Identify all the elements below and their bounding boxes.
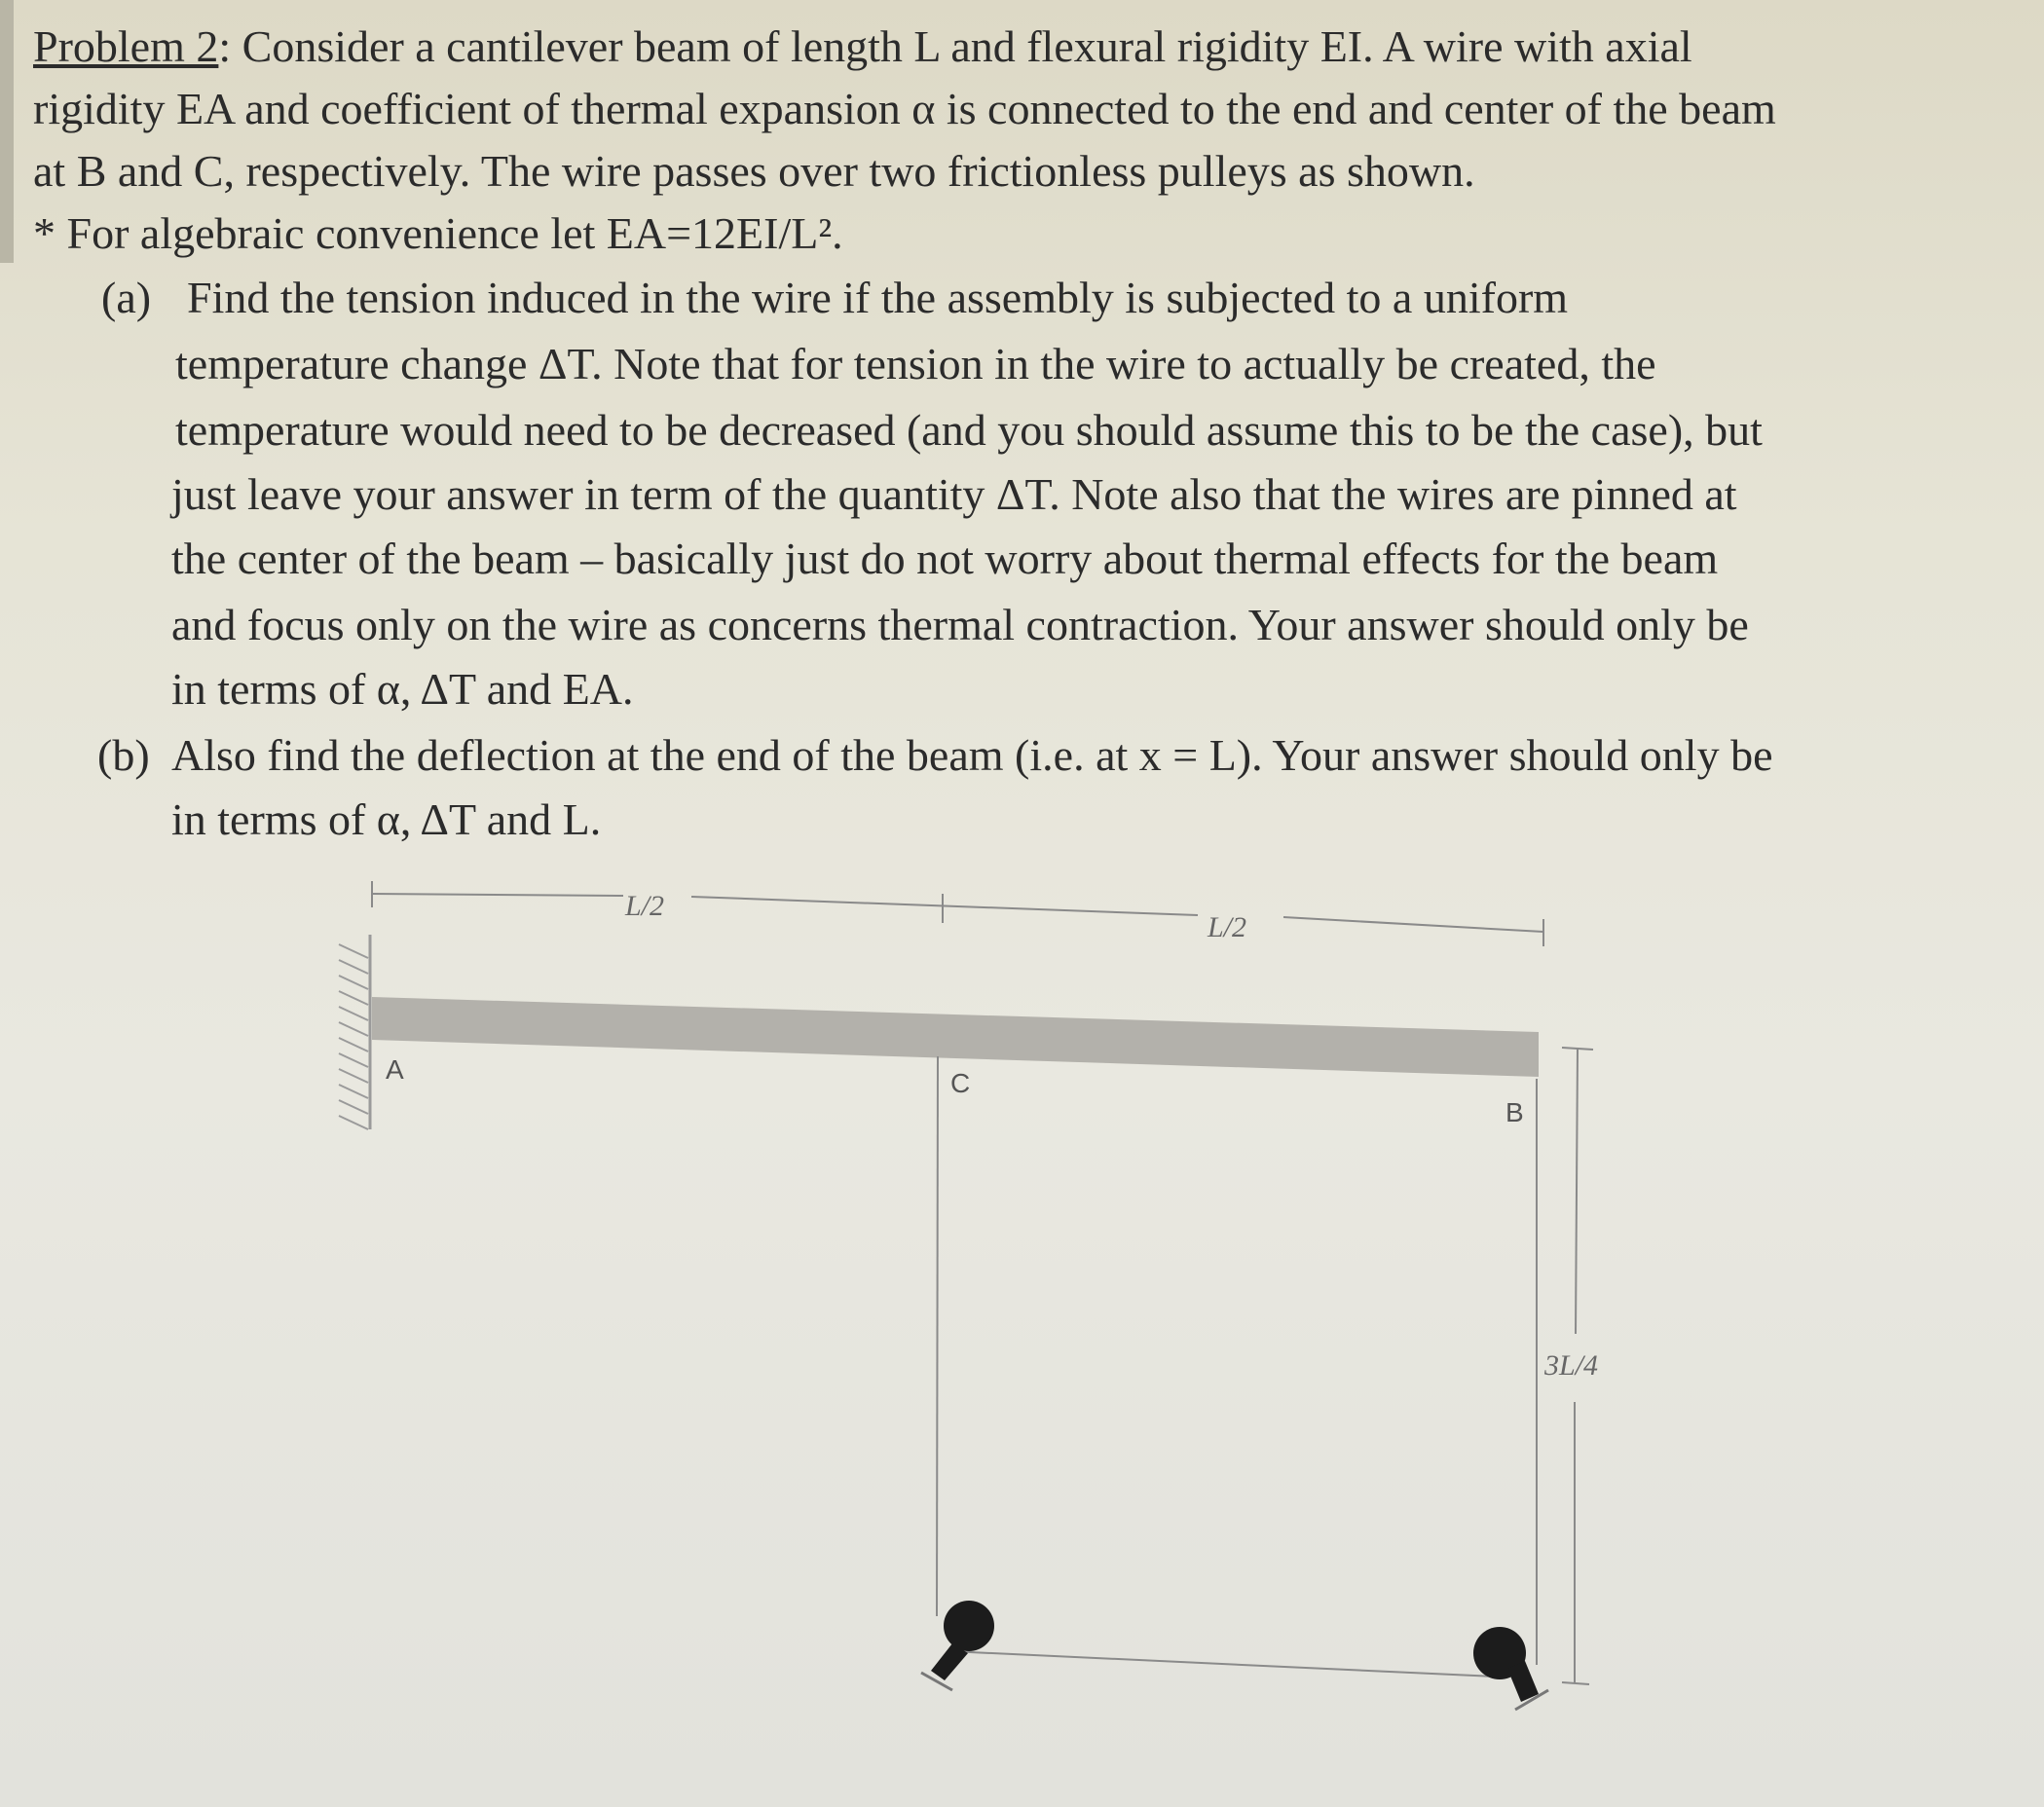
pulley-left xyxy=(921,1601,994,1690)
wire-segment-c xyxy=(937,1056,938,1616)
intro-text-1: : Consider a cantilever beam of length L and flexural rigidity EI. A wire with axial xyxy=(218,21,1692,71)
point-c-label: C xyxy=(950,1068,971,1098)
part-a-line-4: just leave your answer in term of the quantity ΔT. Note also that the wires are pinned at xyxy=(171,469,1737,519)
wire-segment-bottom xyxy=(949,1651,1495,1677)
part-a-line-3: temperature would need to be decreased (and you should assume this to be the case), but xyxy=(175,405,1763,455)
part-a-line-2: temperature change ΔT. Note that for tension in the wire to actually be created, the xyxy=(175,339,1656,388)
part-a-line-6: and focus only on the wire as concerns thermal contraction. Your answer should only be xyxy=(171,600,1749,649)
intro-line-2: rigidity EA and coefficient of thermal expansion α is connected to the end and center of the beam xyxy=(33,84,1776,133)
point-b-label: B xyxy=(1505,1097,1524,1127)
dimension-right-label: L/2 xyxy=(1208,911,1247,943)
intro-line-3: at B and C, respectively. The wire passes over two frictionless pulleys as shown. xyxy=(33,146,1475,196)
intro-line-4: * For algebraic convenience let EA=12EI/L². xyxy=(33,208,843,258)
part-a-line-1: Find the tension induced in the wire if the assembly is subjected to a uniform xyxy=(187,273,1569,322)
dimension-left-label: L/2 xyxy=(625,890,665,922)
dimension-vertical-label: 3L/4 xyxy=(1544,1349,1599,1382)
dimension-line-top xyxy=(372,881,1543,946)
part-a-label: (a) xyxy=(101,273,152,322)
part-b-line-2: in terms of α, ΔT and L. xyxy=(171,794,602,844)
fixed-wall-support xyxy=(339,935,370,1129)
part-a-line-7: in terms of α, ΔT and EA. xyxy=(171,664,634,714)
cantilever-beam xyxy=(372,997,1539,1077)
part-b-line-1: Also find the deflection at the end of the beam (i.e. at x = L). Your answer should only be xyxy=(171,730,1773,780)
part-b-label: (b) xyxy=(97,730,150,780)
part-a-line-5: the center of the beam – basically just do not worry about thermal effects for the beam xyxy=(171,534,1719,583)
point-a-label: A xyxy=(386,1054,404,1085)
problem-heading: Problem 2 xyxy=(33,21,219,71)
